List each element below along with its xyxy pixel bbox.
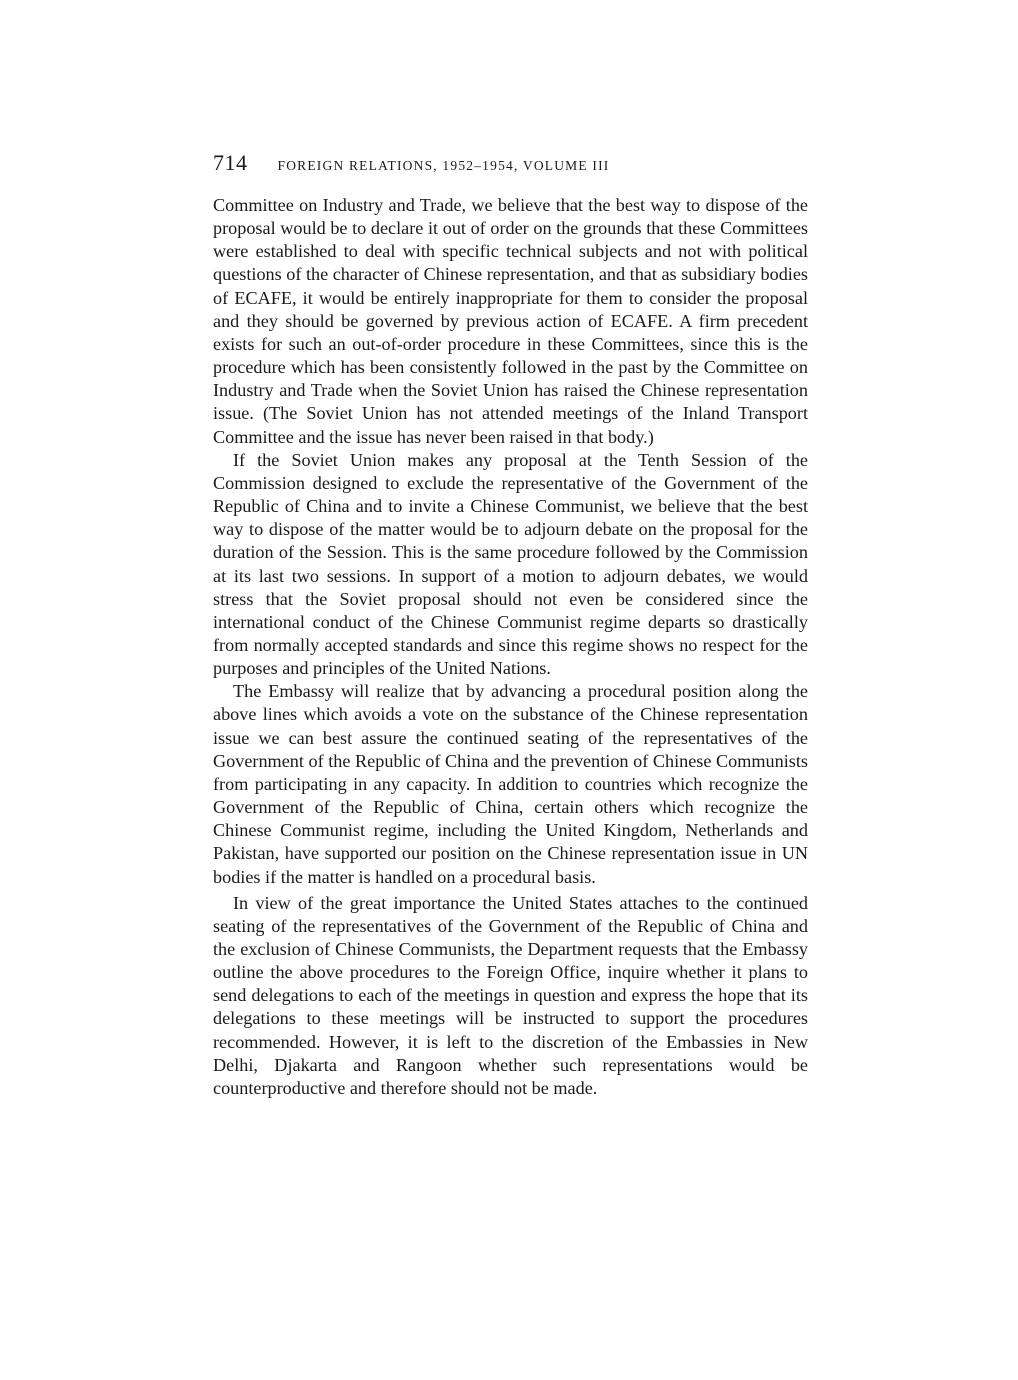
- document-page: [213, 150, 808, 1100]
- running-head: [213, 150, 808, 194]
- paragraph-4: In view of the great importance the United States attaches to the continued seating of the representatives of the Government of the Republic of China and the exclusion of Chinese Communists, the Department requests that the Embassy outline the above procedures to the Foreign Office, inquire whether it plans to send delegations to each of the meetings in question and express the hope that its delegations to these meetings will be instructed to support the procedures recommended. However, it is left to the discretion of the Embassies in New Delhi, Djakarta and Rangoon whether such representations would be counterproductive and therefore should not be made.: [213, 892, 808, 1098]
- paragraph-2: If the Soviet Union makes any proposal at the Tenth Session of the Commission designed to exclude the representative of the Government of the Republic of China and to invite a Chinese Communist, we believe that the best way to dispose of the matter would be to adjourn debate on the proposal for the duration of the Session. This is the same procedure followed by the Commission at its last two sessions. In support of a motion to adjourn debates, we would stress that the Soviet proposal should not even be considered since the international conduct of the Chinese Communist regime departs so drastically from normally accepted standards and since this regime shows no respect for the purposes and principles of the United Nations.: [213, 449, 808, 679]
- running-head-title: FOREIGN RELATIONS, 1952–1954, VOLUME III: [277, 158, 610, 173]
- paragraph-1: Committee on Industry and Trade, we believe that the best way to dispose of the proposal would be to declare it out of order on the grounds that these Committees were established to deal with specific technical subjects and not with political questions of the character of Chinese representation, and that as subsidiary bodies of ECAFE, it would be entirely inappropriate for them to consider the proposal and they should be governed by previous action of ECAFE. A firm precedent exists for such an out-of-order procedure in these Committees, since this is the procedure which has been consistently followed in the past by the Committee on Industry and Trade when the Soviet Union has raised the Chinese representation issue. (The Soviet Union has not attended meetings of the Inland Transport Committee and the issue has never been raised in that body.): [213, 195, 808, 447]
- paragraph-3: The Embassy will realize that by advancing a procedural position along the above lines which avoids a vote on the substance of the Chinese representation issue we can best assure the continued seating of the representatives of the Government of the Republic of China and the prevention of Chinese Communists from participating in any capacity. In addition to countries which recognize the Government of the Republic of China, certain others which recognize the Chinese Communist regime, including the United Kingdom, Netherlands and Pakistan, have supported our position on the Chinese representation issue in UN bodies if the matter is handled on a procedural basis.: [213, 681, 808, 887]
- page-number: 714: [213, 150, 248, 175]
- body-text: [213, 194, 808, 1100]
